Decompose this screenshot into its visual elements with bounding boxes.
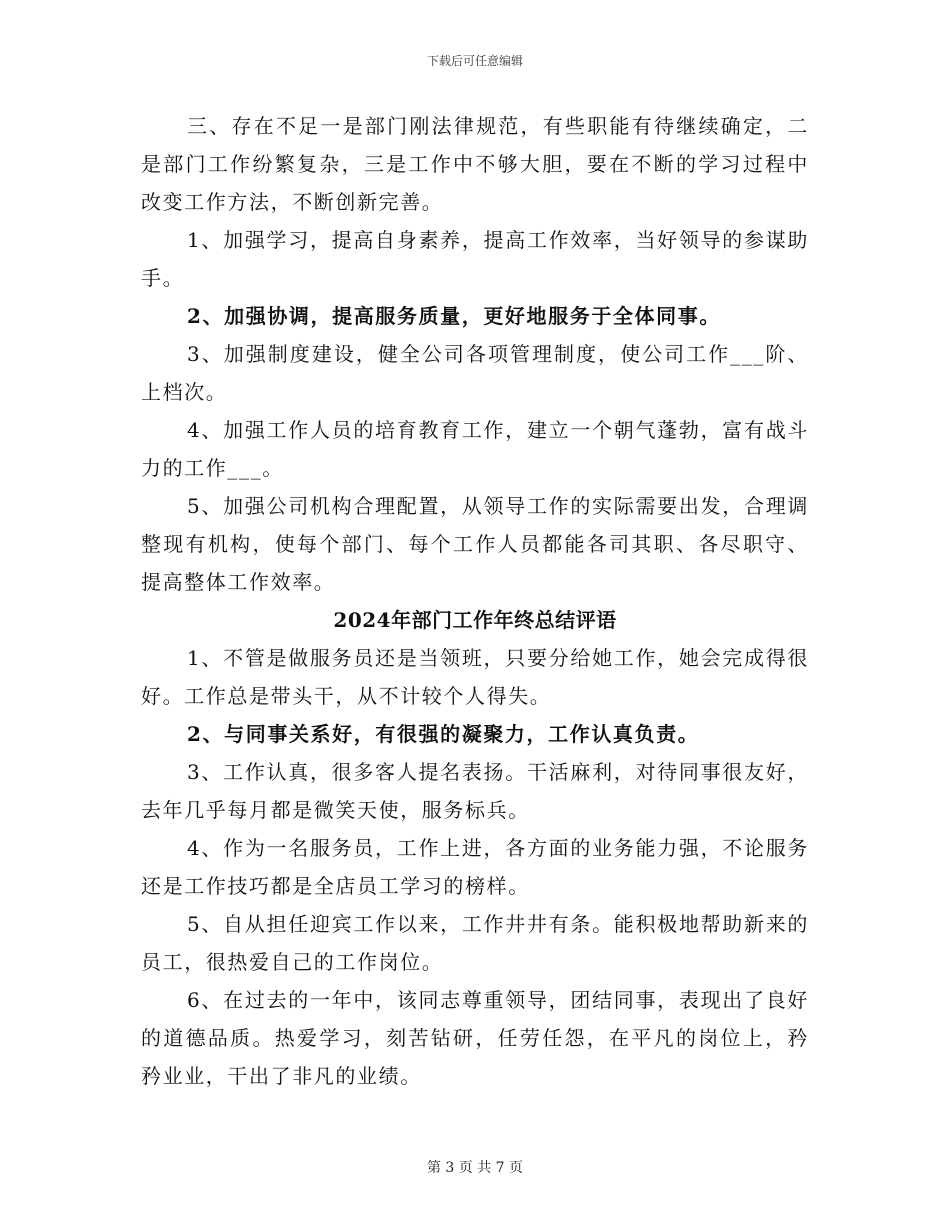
paragraph-comment-4: 4、作为一名服务员，工作上进，各方面的业务能力强，不论服务还是工作技巧都是全店员工学习的榜样。 bbox=[141, 836, 809, 898]
page-header: 下载后可任意编辑 bbox=[426, 54, 523, 68]
page-footer: 第 3 页 共 7 页 bbox=[426, 1160, 524, 1176]
paragraph-shortcomings: 三、存在不足一是部门刚法律规范，有些职能有待继续确定，二是部门工作纷繁复杂，三是工作中不够大胆，要在不断的学习过程中改变工作方法，不断创新完善。 bbox=[141, 114, 809, 214]
paragraph-measure-2: 2、加强协调，提高服务质量，更好地服务于全体同事。 bbox=[187, 304, 721, 328]
paragraph-comment-6: 6、在过去的一年中，该同志尊重领导，团结同事，表现出了良好的道德品质。热爱学习，刻苦钻研，任劳任怨，在平凡的岗位上，矜矜业业，干出了非凡的业绩。 bbox=[141, 988, 809, 1088]
paragraph-measure-4: 4、加强工作人员的培育教育工作，建立一个朝气蓬勃，富有战斗力的工作___。 bbox=[141, 418, 809, 480]
section-title: 2024年部门工作年终总结评语 bbox=[333, 608, 617, 632]
paragraph-measure-5: 5、加强公司机构合理配置，从领导工作的实际需要出发，合理调整现有机构，使每个部门、每个工作人员都能各司其职、各尽职守、提高整体工作效率。 bbox=[141, 494, 809, 594]
paragraph-measure-1: 1、加强学习，提高自身素养，提高工作效率，当好领导的参谋助手。 bbox=[141, 228, 809, 290]
document-body bbox=[141, 107, 809, 1095]
paragraph-comment-3: 3、工作认真，很多客人提名表扬。干活麻利，对待同事很友好，去年几乎每月都是微笑天使，服务标兵。 bbox=[141, 760, 809, 822]
paragraph-comment-1: 1、不管是做服务员还是当领班，只要分给她工作，她会完成得很好。工作总是带头干，从不计较个人得失。 bbox=[141, 646, 809, 708]
paragraph-comment-5: 5、自从担任迎宾工作以来，工作井井有条。能积极地帮助新来的员工，很热爱自己的工作岗位。 bbox=[141, 912, 809, 974]
paragraph-measure-3: 3、加强制度建设，健全公司各项管理制度，使公司工作___阶、上档次。 bbox=[141, 342, 809, 404]
paragraph-comment-2: 2、与同事关系好，有很强的凝聚力，工作认真负责。 bbox=[187, 722, 700, 746]
